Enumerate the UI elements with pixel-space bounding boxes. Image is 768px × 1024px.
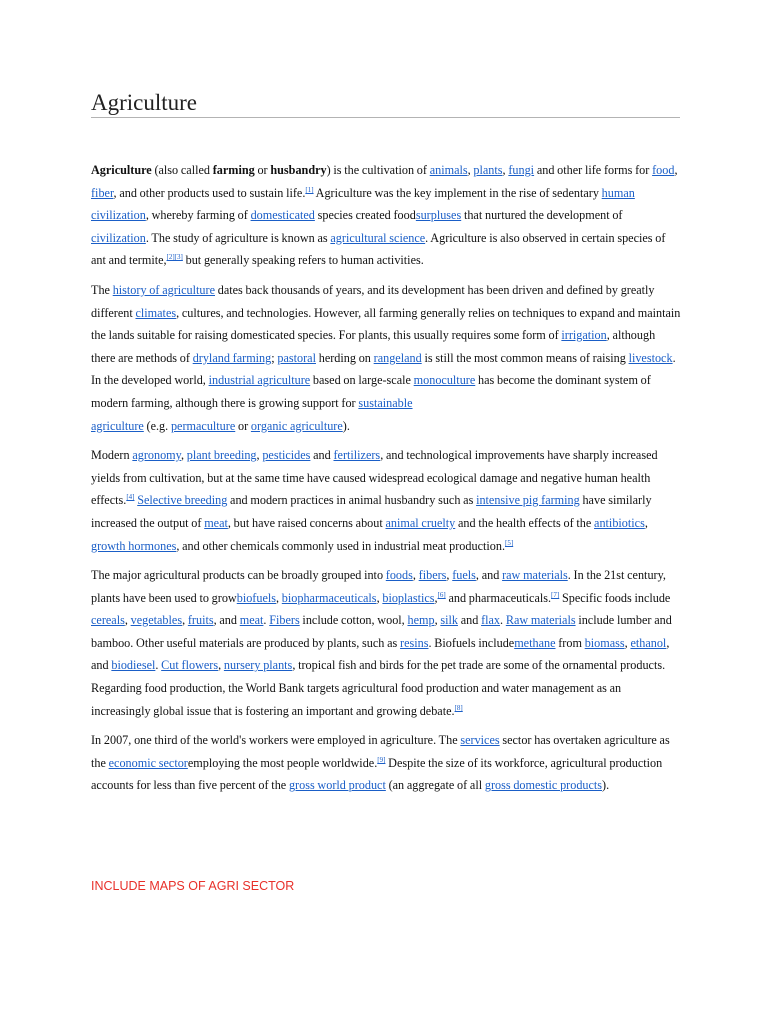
wiki-link[interactable]: antibiotics <box>594 515 645 530</box>
text-run: ; <box>271 350 278 365</box>
text-run: that nurtured the development of <box>461 208 623 223</box>
wiki-link[interactable]: raw materials <box>502 568 568 583</box>
wiki-link[interactable]: pastoral <box>277 350 316 365</box>
text-run: . The study of agriculture is known as <box>145 230 331 245</box>
text-run: , whereby farming of <box>145 208 251 223</box>
text-run: , <box>434 613 441 628</box>
text-run: , <box>276 590 282 605</box>
text-run: and <box>457 613 482 628</box>
citation <box>167 253 183 261</box>
wiki-link[interactable]: growth hormones <box>91 538 177 553</box>
text-run: , <box>624 635 631 650</box>
text-run: , and other chemicals commonly used in industrial meat production. <box>176 538 505 553</box>
wiki-link[interactable]: history of agriculture <box>112 282 215 297</box>
text-run: and the health effects of the <box>455 515 595 530</box>
wiki-link[interactable]: Selective breeding <box>137 493 228 508</box>
wiki-link[interactable]: fiber <box>91 185 114 200</box>
text-run: , and <box>213 613 240 628</box>
wiki-link[interactable]: agricultural science <box>330 230 426 245</box>
wiki-link[interactable]: fruits <box>187 613 214 628</box>
text-run: , <box>182 613 188 628</box>
wiki-link[interactable]: economic sector <box>108 755 188 770</box>
citation-link[interactable]: [6] <box>437 590 446 599</box>
page-title: Agriculture <box>91 90 198 115</box>
article-body <box>91 159 681 804</box>
wiki-link[interactable]: ethanol <box>630 635 667 650</box>
text-run: or <box>235 418 251 433</box>
citation <box>505 539 513 547</box>
wiki-link[interactable]: climates <box>135 305 177 320</box>
wiki-link[interactable]: irrigation <box>561 328 607 343</box>
text-run: ). <box>342 418 350 433</box>
wiki-link[interactable]: cereals <box>91 613 125 628</box>
wiki-link[interactable]: agriculture <box>91 418 144 433</box>
text-run: (an aggregate of all <box>385 778 485 793</box>
text-run: but generally speaking refers to human activities. <box>182 253 424 268</box>
text-run: , and technological improvements have sharply increased yields from cultivation, but at the same time have caused widespread ecological damage and negative human health effects. <box>91 448 658 508</box>
text-run: . In the developed world, <box>91 350 676 388</box>
wiki-link[interactable]: animals <box>429 163 468 177</box>
text-run: , <box>446 568 453 583</box>
text-run: and modern practices in animal husbandry such as <box>227 493 477 508</box>
text-run: , but have raised concerns about <box>227 515 386 530</box>
text-run: , <box>180 448 187 463</box>
text-run: Modern <box>91 448 133 463</box>
citation <box>551 591 559 599</box>
citation <box>305 186 313 194</box>
text-run: and pharmaceuticals. <box>445 590 552 605</box>
bold-term: Agriculture <box>91 163 152 177</box>
wiki-link[interactable]: fibers <box>418 568 447 583</box>
citation-link[interactable]: [8] <box>454 703 463 712</box>
text-run: , and <box>91 635 670 673</box>
text-run: , <box>124 613 131 628</box>
wiki-link[interactable]: intensive pig farming <box>476 493 580 508</box>
wiki-link[interactable]: fungi <box>508 163 535 177</box>
citation <box>438 591 446 599</box>
text-run: . <box>500 613 506 628</box>
wiki-link[interactable]: food <box>652 163 675 177</box>
text-run: and other life forms for <box>534 163 653 177</box>
wiki-link[interactable]: biodiesel <box>111 658 156 673</box>
bold-term: farming <box>212 163 255 177</box>
text-run: The <box>91 282 113 297</box>
wiki-link[interactable]: dryland farming <box>192 350 272 365</box>
wiki-link[interactable]: bioplastics <box>382 590 435 605</box>
text-run: , <box>376 590 383 605</box>
wiki-link[interactable]: Cut flowers <box>161 658 219 673</box>
paragraph-history <box>91 279 681 437</box>
text-run: is still the most common means of raising <box>421 350 629 365</box>
bold-term: husbandry <box>270 163 327 177</box>
wiki-link[interactable]: plant breeding <box>186 448 257 463</box>
text-run: or <box>254 163 271 177</box>
paragraph-intro <box>91 159 681 272</box>
citation-link[interactable]: [5] <box>505 538 514 547</box>
wiki-link[interactable]: Fibers <box>269 613 300 628</box>
wiki-link[interactable]: biopharmaceuticals <box>281 590 377 605</box>
text-run: , <box>256 448 263 463</box>
text-run: , <box>218 658 224 673</box>
wiki-link[interactable]: nursery plants <box>223 658 293 673</box>
wiki-link[interactable]: agronomy <box>132 448 181 463</box>
text-run: dates back thousands of years, and its development has been driven and defined by greatly different <box>91 282 655 320</box>
wiki-link[interactable]: surpluses <box>415 208 462 223</box>
wiki-link[interactable]: meat <box>239 613 264 628</box>
text-run: , and other products used to sustain life. <box>113 185 306 200</box>
wiki-link[interactable]: vegetables <box>130 613 183 628</box>
wiki-link[interactable]: Raw materials <box>505 613 576 628</box>
wiki-link[interactable]: fertilizers <box>333 448 381 463</box>
editor-note: INCLUDE MAPS OF AGRI SECTOR <box>91 879 295 893</box>
wiki-link[interactable]: biomass <box>584 635 625 650</box>
text-run: , <box>467 163 474 177</box>
wiki-link[interactable]: sustainable <box>358 395 413 410</box>
wiki-link[interactable]: livestock <box>628 350 673 365</box>
wiki-link[interactable]: foods <box>385 568 413 583</box>
text-run: based on large-scale <box>310 373 414 388</box>
text-run: . <box>263 613 270 628</box>
text-run: , although there are methods of <box>91 328 656 365</box>
text-run: include cotton, wool, <box>299 613 408 628</box>
text-run: . In the 21st century, plants have been used to grow <box>91 568 666 605</box>
wiki-link[interactable]: resins <box>400 635 429 650</box>
text-run: (also called <box>151 163 213 177</box>
citation-link[interactable]: [1] <box>305 185 314 194</box>
title-underline <box>91 117 680 118</box>
text-run: , <box>644 515 648 530</box>
wiki-link[interactable]: organic agriculture <box>250 418 343 433</box>
text-run: , tropical fish and birds for the pet trade are some of the ornamental products. Regarding food production, the World Bank targets agricultural food production and water management as an increasingly global issue that is fostering an important and growing debate. <box>91 658 666 718</box>
wiki-link[interactable]: hemp <box>407 613 435 628</box>
citation-link[interactable]: [2][3] <box>166 253 183 262</box>
paragraph-workforce <box>91 729 681 797</box>
text-run: , <box>434 590 438 605</box>
wiki-link[interactable]: gross world product <box>288 778 386 793</box>
wiki-link[interactable]: industrial agriculture <box>208 373 311 388</box>
wiki-link[interactable]: pesticides <box>262 448 311 463</box>
wiki-link[interactable]: gross domestic products <box>484 778 603 793</box>
wiki-link[interactable]: silk <box>440 613 458 628</box>
wiki-link[interactable]: domesticated <box>250 208 315 223</box>
wiki-link[interactable]: biofuels <box>236 590 276 605</box>
wiki-link[interactable]: monoculture <box>413 373 476 388</box>
text-run: The major agricultural products can be broadly grouped into <box>91 568 386 583</box>
text-run: and <box>310 448 334 463</box>
paragraph-modern-practices <box>91 444 681 557</box>
text-run: . <box>155 658 162 673</box>
wiki-link[interactable]: services <box>460 733 500 748</box>
wiki-link[interactable]: flax <box>481 613 501 628</box>
text-run: In 2007, one third of the world's workers were employed in agriculture. The <box>91 733 461 748</box>
text-run: have similarly increased the output of <box>91 493 652 530</box>
wiki-link[interactable]: civilization <box>91 208 146 223</box>
wiki-link[interactable]: civilization <box>91 230 146 245</box>
citation-link[interactable]: [9] <box>377 755 386 764</box>
text-run: species created food <box>314 208 416 223</box>
wiki-link[interactable]: rangeland <box>373 350 422 365</box>
citation-link[interactable]: [4] <box>126 493 135 502</box>
paragraph-products <box>91 564 681 722</box>
text-run: . Biofuels include <box>428 635 515 650</box>
wiki-link[interactable]: methane <box>514 635 556 650</box>
text-run: has become the dominant system of modern farming, although there is growing support for <box>91 373 651 410</box>
text-run: , <box>674 163 678 177</box>
text-run: from <box>555 635 585 650</box>
text-run: Agriculture was the key implement in the rise of sedentary <box>313 185 602 200</box>
text-run: sector has overtaken agriculture as the <box>91 733 670 770</box>
citation <box>455 704 463 712</box>
text-run: herding on <box>315 350 374 365</box>
citation-link[interactable]: [7] <box>551 590 560 599</box>
text-run: (e.g. <box>143 418 171 433</box>
text-run: , cultures, and technologies. However, all farming generally relies on techniques to expand and maintain the lands suitable for raising domesticated species. For plants, this usually requires some form of <box>91 305 681 343</box>
wiki-link[interactable]: human <box>601 185 635 200</box>
text-run: Despite the size of its workforce, agricultural production accounts for less than five percent of the <box>91 755 663 793</box>
text-run: ). <box>602 778 610 793</box>
wiki-link[interactable]: plants <box>473 163 503 177</box>
text-run: Specific foods include <box>559 590 671 605</box>
text-run: ) is the cultivation of <box>326 163 430 177</box>
text-run: , and <box>475 568 503 583</box>
text-run: , <box>412 568 419 583</box>
wiki-link[interactable]: meat <box>204 515 228 530</box>
wiki-link[interactable]: fuels <box>452 568 476 583</box>
text-run: employing the most people worldwide. <box>187 755 378 770</box>
wiki-link[interactable]: animal cruelty <box>385 515 456 530</box>
wiki-link[interactable]: permaculture <box>170 418 236 433</box>
text-run: include lumber and bamboo. Other useful materials are produced by plants, such as <box>91 613 672 650</box>
text-run: . Agriculture is also observed in certain species of ant and termite, <box>91 230 666 268</box>
text-run: , <box>502 163 509 177</box>
